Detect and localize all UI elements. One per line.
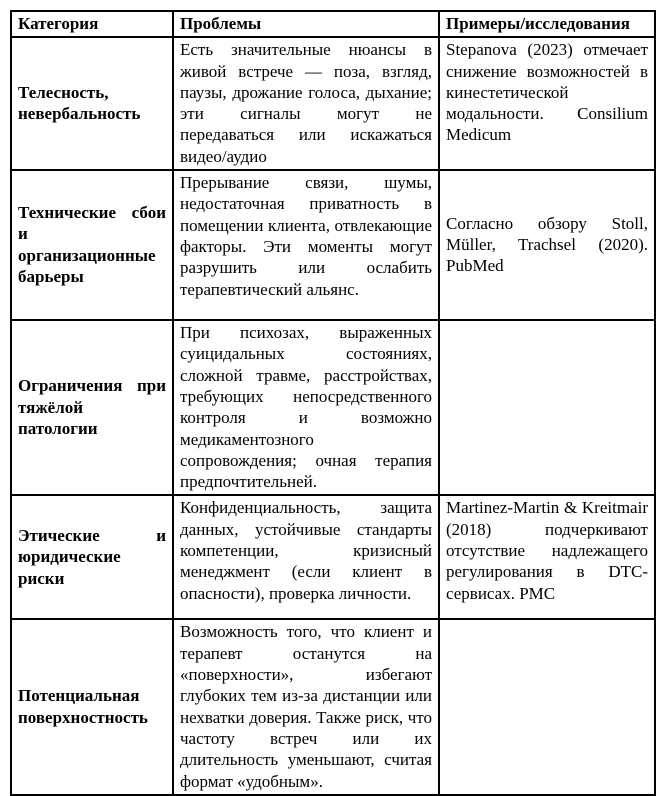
problems-cell: Возможность того, что клиент и терапевт останутся на «поверхности», избегают глубоких тем из-за дистанции или нехватки доверия. Также риск, что частоту встреч или их длительность уменьшают, считая формат «удобным».: [173, 619, 439, 794]
table-row: [11, 320, 655, 495]
problems-cell: Конфиденциальность, защита данных, устойчивые стандарты компетенции, кризисный менеджмент (если клиент в опасности), проверка личности.: [173, 495, 439, 619]
examples-cell: [439, 619, 655, 794]
table-row: [11, 37, 655, 170]
category-cell: Ограничения при тяжёлой патологии: [11, 320, 173, 495]
comparison-table: [10, 10, 656, 796]
category-cell: Технические сбои и организационные барьеры: [11, 170, 173, 320]
header-cell-examples: Примеры/исследования: [439, 11, 655, 37]
examples-cell: Согласно обзору Stoll, Müller, Trachsel (2020). PubMed: [439, 170, 655, 320]
problems-cell: Есть значительные нюансы в живой встрече — поза, взгляд, паузы, дрожание голоса, дыхание; эти сигналы могут не передаваться или искажаться видео/аудио: [173, 37, 439, 170]
table-row: [11, 170, 655, 320]
table-header-row: [11, 11, 655, 37]
table-row: [11, 619, 655, 794]
examples-cell: Martinez-Martin & Kreitmair (2018) подчеркивают отсутствие надлежащего регулирования в DTC-сервисах. PMC: [439, 495, 655, 619]
table-row: [11, 495, 655, 619]
header-cell-category: Категория: [11, 11, 173, 37]
problems-cell: При психозах, выраженных суицидальных состояниях, сложной травме, расстройствах, требующих непосредственного контроля и возможно медикаментозного сопровождения; очная терапия предпочтительней.: [173, 320, 439, 495]
category-cell: Потенциальная поверхностность: [11, 619, 173, 794]
category-cell: Телесность, невербальность: [11, 37, 173, 170]
problems-cell: Прерывание связи, шумы, недостаточная приватность в помещении клиента, отвлекающие факторы. Эти моменты могут разрушить или ослабить терапевтический альянс.: [173, 170, 439, 320]
examples-cell: [439, 320, 655, 495]
header-cell-problems: Проблемы: [173, 11, 439, 37]
examples-cell: Stepanova (2023) отмечает снижение возможностей в кинестетической модальности. Consilium Medicum: [439, 37, 655, 170]
category-cell: Этические и юридические риски: [11, 495, 173, 619]
